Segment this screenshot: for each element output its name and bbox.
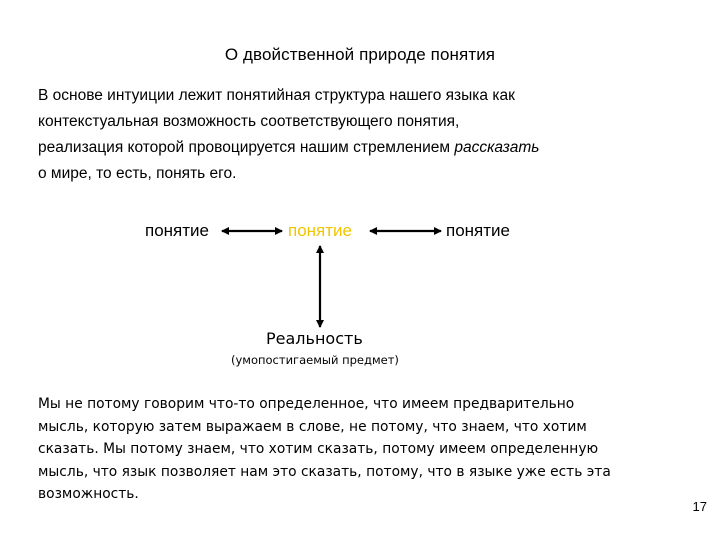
intro-line: контекстуальная возможность соответствующего понятия, — [38, 113, 460, 130]
quote-line: мысль, которую затем выражаем в слове, не потому, что знаем, что хотим — [38, 418, 587, 435]
quote-line: мысль, что язык позволяет нам это сказать, потому, что в языке уже есть эта — [38, 463, 611, 480]
intro-line-text: реализация которой провоцируется нашим стремлением — [38, 139, 455, 156]
intro-line — [38, 135, 678, 161]
quote-paragraph — [38, 393, 698, 506]
intro-italic-word: рассказать — [454, 139, 540, 156]
concept-right: понятие — [446, 221, 510, 240]
reality-label: Реальность — [266, 329, 363, 348]
quote-line: сказать. Мы потому знаем, что хотим сказать, потому имеем определенную — [38, 441, 599, 457]
concept-middle: понятие — [288, 221, 352, 240]
reality-subtitle: (умопостигаемый предмет) — [231, 353, 399, 367]
quote-line: Мы не потому говорим что-то определенное, что имеем предварительно — [38, 396, 575, 412]
concept-left: понятие — [145, 221, 209, 240]
intro-line: В основе интуиции лежит понятийная структура нашего языка как — [38, 87, 515, 104]
page-number: 17 — [692, 499, 707, 514]
quote-line: возможность. — [38, 486, 139, 502]
intro-paragraph — [38, 83, 678, 187]
intro-line: о мире, то есть, понять его. — [38, 165, 237, 182]
slide-title: О двойственной природе понятия — [224, 45, 496, 64]
